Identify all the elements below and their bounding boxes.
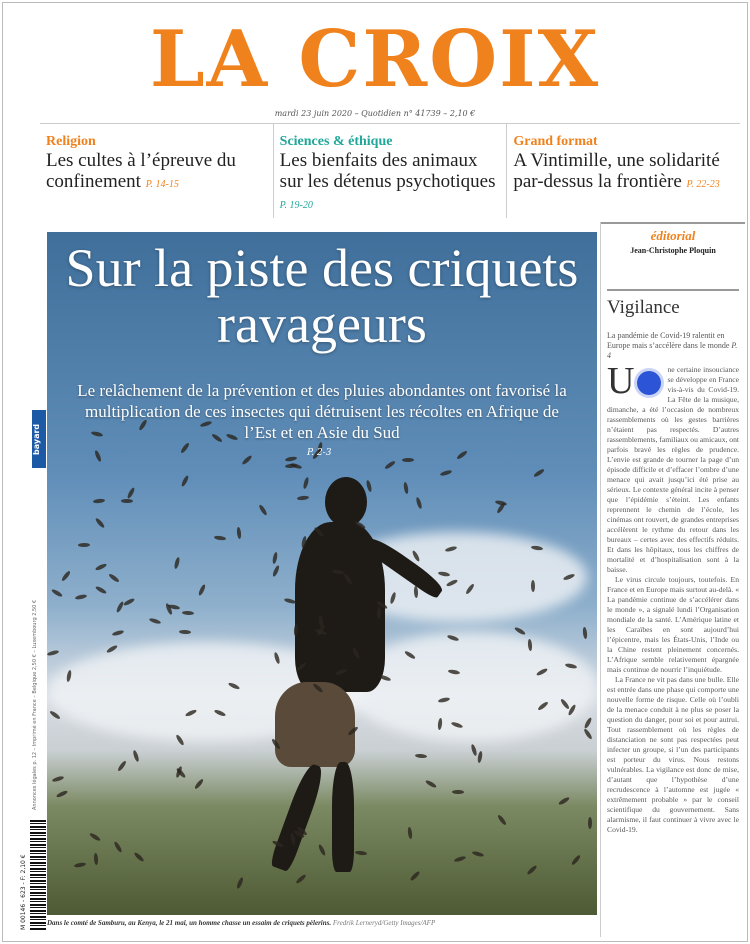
side-strip (20, 410, 46, 930)
editorial-title: Vigilance (607, 297, 680, 318)
locust-mark (121, 499, 133, 503)
locust-mark (236, 877, 244, 890)
locust-mark (95, 585, 107, 594)
locust-mark (51, 588, 63, 598)
locust-mark (297, 495, 309, 500)
locust-mark (271, 565, 280, 578)
virus-icon (637, 371, 661, 395)
barcode (30, 820, 46, 930)
locust-mark (179, 630, 191, 634)
locust-mark (198, 583, 207, 596)
teaser-pages: P. 22-23 (686, 179, 720, 190)
locust-mark (126, 487, 135, 499)
locust-mark (272, 551, 278, 564)
editorial-body: U ne certaine insouciance se développe en France vis-à-vis du Covid-19. La Fête de la musique, dimanche, a été l’occasion de nombreux rassemblements où les gestes barrières n’étaient pas respectés. D’autres rassemblements, familiaux ou amicaux, ont parfois bravé les règles de prudence. L’envie est grande de tourner la page d’un épisode difficile et d’effacer l’ombre d’une menace qui avait jusqu’ici été prise au sérieux. Le contexte général incite à penser que l’épidémie s’éteint. Les enfants reprennent le chemin de l’école, les cinémas ont rouvert, de grandes entreprises accélèrent le rythme du retour dans les bureaux – certes avec des effectifs réduits. Et dans les hôpitaux, tous les chiffres de mortalité et d’hospitalisation sont à la baisse. Le virus circule toujours, toutefois. En France et en Europe mais surtout au-delà. « La pandémie continue de s’accélérer dans le monde », a signalé lundi l’Organisation mondiale de la santé. L’Amérique latine et les Caraïbes en sont aujourd’hui l’épicentre, mais les États-Unis, l’Inde ou la Chine restent pleinement concernés. L’Afrique semble relativement épargnée mais continue de nourrir l’inquiétude. La France ne vit pas dans une bulle. Elle est entrée dans une phase qui comporte une nouvelle forme de risque. Celle où l’oubli de la menace conduit à ne plus se poser la question du danger, pour soi et pour autrui. Tout rassemblement où les règles de distanciation ne sont pas respectées peut infecter un groupe, si l’un des participants est porteur du virus. Nous restons vulnérables. La vigilance est donc de mise, d’autant que l’hypothèse d’une recrudescence à l’automne est jugée « extrêmement probable » par le conseil scientifique du gouvernement. Sans alarmisme, il faut continuer à vivre avec le Covid-19. (607, 360, 740, 834)
locust-mark (355, 851, 367, 856)
locust-mark (94, 450, 102, 463)
locust-mark (47, 649, 59, 656)
locust-mark (133, 851, 145, 862)
editorial-label: éditorial (650, 228, 696, 243)
locust-mark (472, 850, 485, 857)
locust-mark (56, 789, 69, 798)
lead-standfirst: Le relâchement de la prévention et des pluies abondantes ont favorisé la multiplication de ces insectes qui détruisent les récoltes en Afrique de l’Est et en Asie du Sud (77, 381, 567, 442)
locust-mark (89, 832, 101, 842)
bayard-logo: bayard (32, 410, 46, 468)
teaser-headline: Les bienfaits des animaux sur les détenus psychotiques P. 19-20 (279, 150, 496, 211)
locust-mark (366, 480, 373, 493)
locust-mark (477, 750, 483, 762)
locust-mark (94, 563, 107, 572)
divider (607, 289, 739, 291)
locust-mark (108, 573, 120, 583)
man-leg (269, 762, 327, 873)
editorial-chapo: La pandémie de Covid-19 ralentit en Europe mais s’accélère dans le monde P. 4 (607, 331, 738, 360)
locust-mark (583, 627, 588, 639)
locust-mark (74, 862, 87, 868)
locust-mark (194, 778, 205, 790)
editorial-author: Jean-Christophe Ploquin (630, 246, 716, 255)
teaser-kicker: Grand format (513, 134, 598, 149)
locust-mark (258, 504, 268, 516)
teaser-pages: P. 19-20 (279, 200, 313, 211)
locust-mark (181, 475, 190, 488)
locust-mark (149, 617, 162, 625)
locust-mark (214, 535, 226, 541)
locust-mark (403, 482, 409, 494)
editorial-column (600, 222, 745, 937)
locust-mark (78, 543, 90, 547)
legal-text: Annonces légales p. 12 – Imprimé en France – Belgique 2,50 € – Luxembourg 2,50 € (32, 599, 38, 810)
barcode-number: M 00146 - 623 - F: 2,10 € (20, 854, 27, 930)
locust-mark (415, 497, 423, 510)
locust-mark (51, 776, 64, 783)
teaser-sciences[interactable] (274, 124, 508, 218)
locust-mark (384, 460, 396, 470)
locust-mark (112, 629, 125, 636)
locust-mark (113, 840, 123, 852)
teasers (40, 123, 740, 218)
locust-mark (415, 754, 427, 759)
drop-cap: U (607, 360, 635, 402)
locust-mark (241, 455, 253, 466)
teaser-kicker: Religion (46, 134, 96, 149)
locust-mark (407, 826, 412, 838)
teaser-headline: Les cultes à l’épreuve du confinement P. 14-15 (46, 150, 236, 192)
locust-mark (588, 817, 592, 829)
locust-mark (94, 853, 99, 865)
date-line: mardi 23 juin 2020 – Quotidien n° 41739 – 2,10 € (274, 109, 476, 118)
locust-mark (284, 456, 297, 462)
locust-mark (295, 873, 307, 884)
man-head (325, 477, 367, 527)
locust-mark (531, 580, 535, 592)
teaser-headline: A Vintimille, une solidarité par-dessus la frontière P. 22-23 (513, 150, 720, 192)
locust-mark (75, 594, 88, 600)
locust-mark (471, 743, 478, 756)
locust-mark (456, 450, 468, 460)
locust-mark (117, 760, 127, 772)
locust-mark (402, 458, 414, 462)
locust-mark (526, 864, 538, 875)
locust-mark (583, 728, 593, 740)
locust-mark (583, 716, 592, 728)
locust-mark (179, 442, 189, 454)
lead-headline: Sur la piste des criquets ravageurs (65, 238, 579, 354)
teaser-grand-format[interactable] (507, 124, 740, 218)
photo-credit: Fredrik Lerneryd/Getty Images/AFP (332, 919, 436, 927)
locust-mark (440, 469, 453, 476)
lead-photo[interactable] (47, 232, 597, 915)
locust-mark (61, 570, 72, 582)
locust-mark (558, 796, 570, 806)
locust-mark (496, 814, 506, 826)
locust-mark (376, 607, 381, 619)
locust-mark (452, 790, 464, 794)
locust-mark (409, 870, 420, 881)
locust-mark (425, 779, 437, 788)
masthead-logo: LA CROIX (149, 14, 601, 105)
locust-mark (133, 750, 141, 763)
teaser-kicker: Sciences & éthique (279, 134, 393, 149)
locust-mark (93, 498, 105, 503)
locust-mark (303, 476, 310, 489)
locust-mark (237, 527, 242, 539)
locust-mark (182, 611, 194, 616)
locust-mark (571, 854, 582, 866)
teaser-pages: P. 14-15 (145, 179, 179, 190)
locust-mark (533, 468, 545, 478)
photo-caption: Dans le comté de Samburu, au Kenya, le 21 mai, un homme chasse un essaim de criquets pèlerins. Fredrik Lerneryd/Getty Images/AFP (47, 919, 436, 927)
lead-pages: P. 2-3 (307, 448, 332, 458)
locust-mark (174, 557, 181, 570)
teaser-religion[interactable] (40, 124, 274, 218)
man-shorts (275, 682, 355, 767)
man-leg (332, 762, 354, 872)
locust-mark (123, 597, 135, 606)
locust-mark (454, 855, 467, 863)
locust-mark (318, 844, 327, 857)
locust-mark (94, 517, 105, 529)
